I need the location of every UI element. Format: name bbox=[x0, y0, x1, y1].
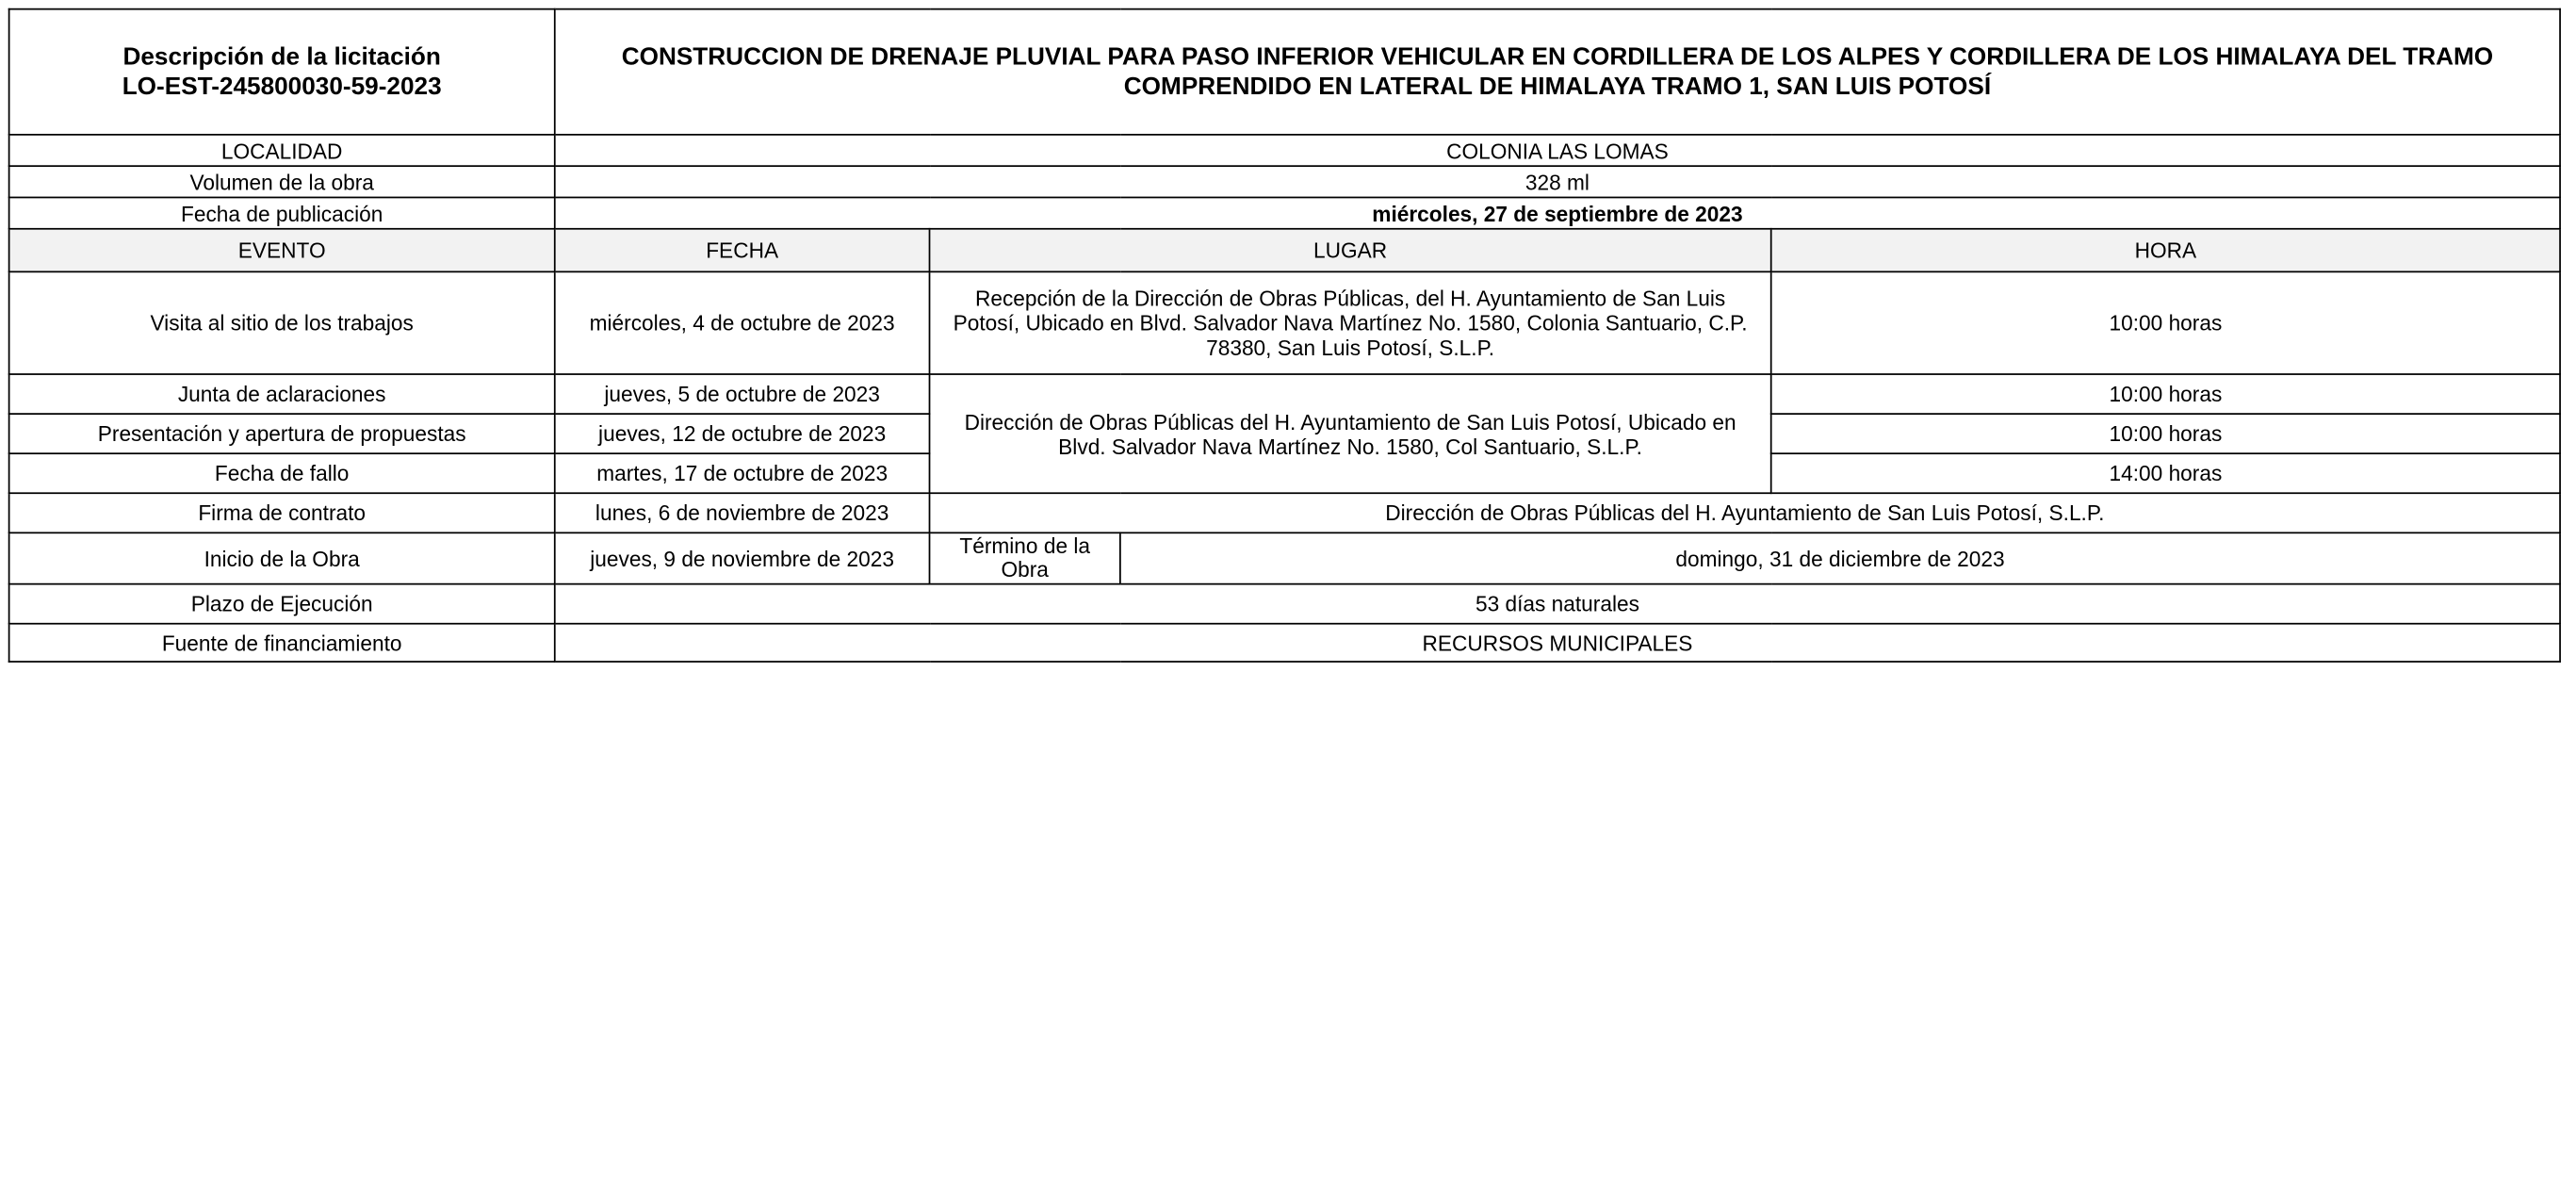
fecha-cell: lunes, 6 de noviembre de 2023 bbox=[555, 493, 930, 533]
evento-cell: Visita al sitio de los trabajos bbox=[9, 271, 555, 374]
publicacion-label: Fecha de publicación bbox=[9, 197, 555, 228]
column-header-row bbox=[9, 229, 2561, 272]
column-header-evento: EVENTO bbox=[9, 229, 555, 272]
obra-title: CONSTRUCCION DE DRENAJE PLUVIAL PARA PASO INFERIOR VEHICULAR EN CORDILLERA DE LOS ALPES Y CORDILLERA DE LOS HIMALAYA DEL TRAMO COMPRENDIDO EN LATERAL DE HIMALAYA TRAMO 1, SAN LUIS POTOSÍ bbox=[555, 9, 2560, 135]
fecha-cell: jueves, 5 de octubre de 2023 bbox=[555, 374, 930, 414]
evento-cell: Junta de aclaraciones bbox=[9, 374, 555, 414]
publicacion-value: miércoles, 27 de septiembre de 2023 bbox=[555, 197, 2560, 228]
volumen-value: 328 ml bbox=[555, 166, 2560, 197]
plazo-value: 53 días naturales bbox=[555, 584, 2560, 624]
plazo-label: Plazo de Ejecución bbox=[9, 584, 555, 624]
fuente-value: RECURSOS MUNICIPALES bbox=[555, 624, 2560, 662]
evento-cell: Firma de contrato bbox=[9, 493, 555, 533]
hora-cell: 10:00 horas bbox=[1771, 374, 2560, 414]
localidad-label: LOCALIDAD bbox=[9, 135, 555, 166]
volumen-label: Volumen de la obra bbox=[9, 166, 555, 197]
lugar-cell: Dirección de Obras Públicas del H. Ayuntamiento de San Luis Potosí, S.L.P. bbox=[930, 493, 2561, 533]
evento-cell: Presentación y apertura de propuestas bbox=[9, 414, 555, 453]
licitacion-number: LO-EST-245800030-59-2023 bbox=[122, 72, 442, 101]
fecha-cell: jueves, 12 de octubre de 2023 bbox=[555, 414, 930, 453]
licitacion-label-cell bbox=[9, 9, 555, 135]
localidad-row bbox=[9, 135, 2561, 166]
publicacion-row bbox=[9, 197, 2561, 228]
lugar-cell: Recepción de la Dirección de Obras Públicas, del H. Ayuntamiento de San Luis Potosí, Ubicado en Blvd. Salvador Nava Martínez No. 1580, Colonia Santuario, C.P. 78380, San Luis Potosí, S.L.P. bbox=[930, 271, 1771, 374]
hora-cell: 14:00 horas bbox=[1771, 453, 2560, 493]
event-row-visita bbox=[9, 271, 2561, 374]
hora-cell: 10:00 horas bbox=[1771, 414, 2560, 453]
fuente-label: Fuente de financiamiento bbox=[9, 624, 555, 662]
licitacion-label: Descripción de la licitación bbox=[122, 41, 441, 71]
hora-cell: 10:00 horas bbox=[1771, 271, 2560, 374]
event-row-junta bbox=[9, 374, 2561, 414]
event-row-inicio bbox=[9, 533, 2561, 583]
column-header-lugar: LUGAR bbox=[930, 229, 1771, 272]
termino-value: domingo, 31 de diciembre de 2023 bbox=[1120, 533, 2560, 583]
event-row-firma bbox=[9, 493, 2561, 533]
fecha-cell: miércoles, 4 de octubre de 2023 bbox=[555, 271, 930, 374]
termino-label: Término de la Obra bbox=[930, 533, 1120, 583]
evento-cell: Fecha de fallo bbox=[9, 453, 555, 493]
header-row bbox=[9, 9, 2561, 135]
licitacion-table bbox=[8, 8, 2561, 663]
lugar-shared-cell: Dirección de Obras Públicas del H. Ayuntamiento de San Luis Potosí, Ubicado en Blvd. Salvador Nava Martínez No. 1580, Col Santuario, S.L.P. bbox=[930, 374, 1771, 493]
column-header-hora: HORA bbox=[1771, 229, 2560, 272]
column-header-fecha: FECHA bbox=[555, 229, 930, 272]
localidad-value: COLONIA LAS LOMAS bbox=[555, 135, 2560, 166]
fecha-cell: jueves, 9 de noviembre de 2023 bbox=[555, 533, 930, 583]
fecha-cell: martes, 17 de octubre de 2023 bbox=[555, 453, 930, 493]
fuente-row bbox=[9, 624, 2561, 662]
plazo-row bbox=[9, 584, 2561, 624]
volumen-row bbox=[9, 166, 2561, 197]
evento-cell: Inicio de la Obra bbox=[9, 533, 555, 583]
